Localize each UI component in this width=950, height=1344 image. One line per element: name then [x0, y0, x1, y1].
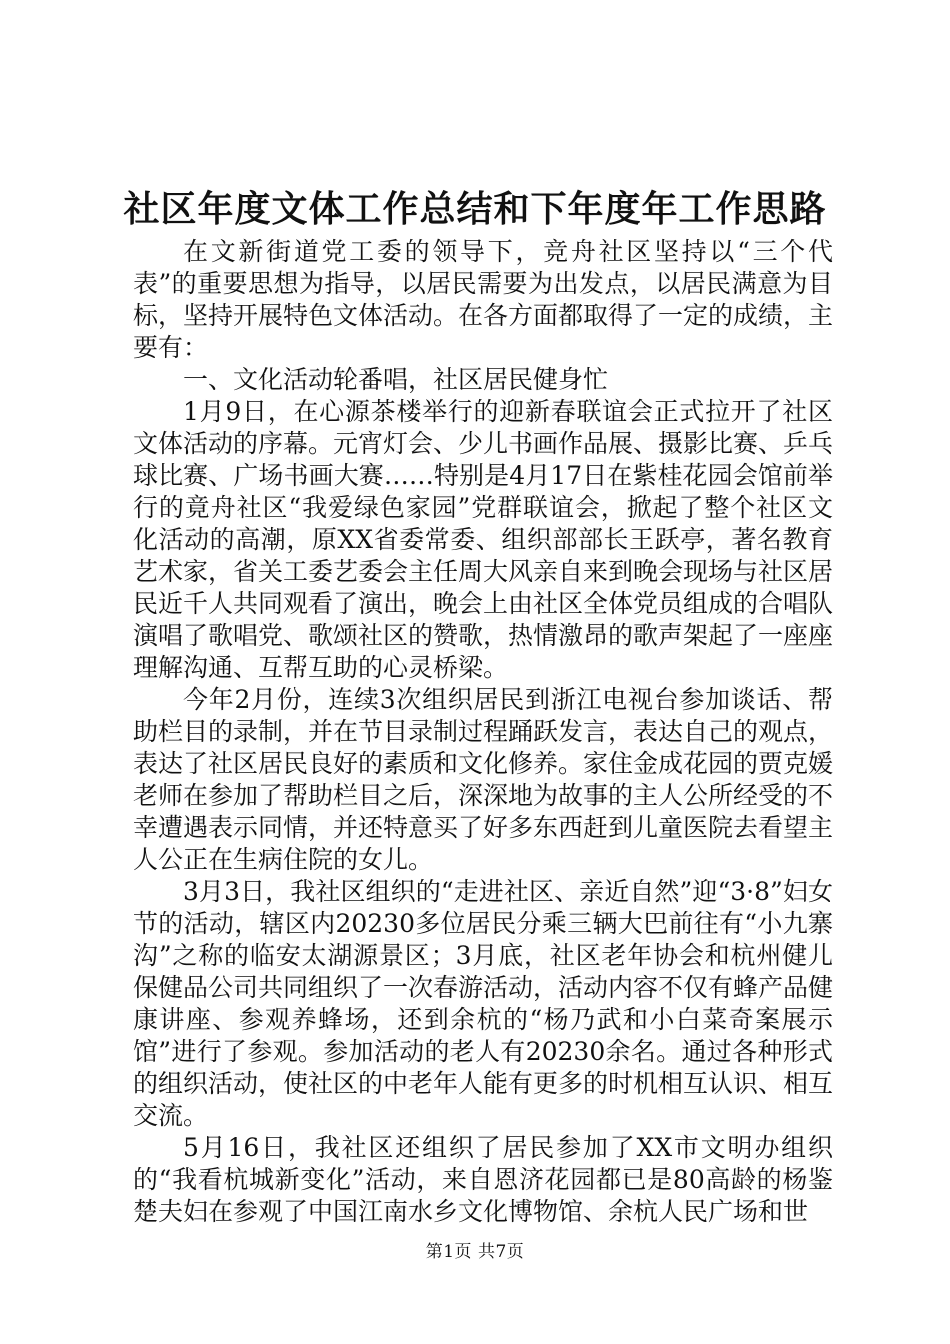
paragraph-tv-program: 今年2月份，连续3次组织居民到浙江电视台参加谈话、帮助栏目的录制，并在节目录制过程踊跃发言，表达自己的观点，表达了社区居民良好的素质和文化修养。家住金成花园的贾克媛老师在参加了帮助栏目之后，深深地为故事的主人公所经受的不幸遭遇表示同情，并还特意买了好多东西赶到儿童医院去看望主人公正在生病住院的女儿。	[133, 685, 834, 874]
paragraph-city-changes: 5月16日，我社区还组织了居民参加了XX市文明办组织的“我看杭城新变化”活动，来自恩济花园都已是80高龄的杨鉴楚夫妇在参观了中国江南水乡文化博物馆、余杭人民广场和世	[133, 1133, 833, 1226]
section-heading: 一、文化活动轮番唱，社区居民健身忙	[183, 365, 609, 394]
paragraph-new-year-gala: 1月9日，在心源茶楼举行的迎新春联谊会正式拉开了社区文体活动的序幕。元宵灯会、少儿书画作品展、摄影比赛、乒乓球比赛、广场书画大赛……特别是4月17日在紫桂花园会馆前举行的竟舟社区“我爱绿色家园”党群联谊会，掀起了整个社区文化活动的高潮，原XX省委常委、组织部部长王跃亭，著名教育艺术家，省关工委艺委会主任周大风亲自来到晚会现场与社区居民近千人共同观看了演出，晚会上由社区全体党员组成的合唱队演唱了歌唱党、歌颂社区的赞歌，热情激昂的歌声架起了一座座理解沟通、互帮互助的心灵桥梁。	[133, 397, 834, 682]
document-body	[133, 236, 833, 1228]
paragraph-intro: 在文新街道党工委的领导下，竞舟社区坚持以“三个代表”的重要思想为指导，以居民需要为出发点，以居民满意为目标，坚持开展特色文体活动。在各方面都取得了一定的成绩，主要有：	[133, 237, 834, 362]
paragraph-womens-day-trip: 3月3日，我社区组织的“走进社区、亲近自然”迎“3·8”妇女节的活动，辖区内20230多位居民分乘三辆大巴前往有“小九寨沟”之称的临安太湖源景区；3月底，社区老年协会和杭州健儿保健品公司共同组织了一次春游活动，活动内容不仅有蜂产品健康讲座、参观养蜂场，还到余杭的“杨乃武和小白菜奇案展示馆”进行了参观。参加活动的老人有20230余名。通过各种形式的组织活动，使社区的中老年人能有更多的时机相互认识、相互交流。	[133, 877, 834, 1130]
page-number: 第1页 共7页	[425, 1242, 525, 1262]
document-title: 社区年度文体工作总结和下年度年工作思路	[123, 188, 827, 230]
